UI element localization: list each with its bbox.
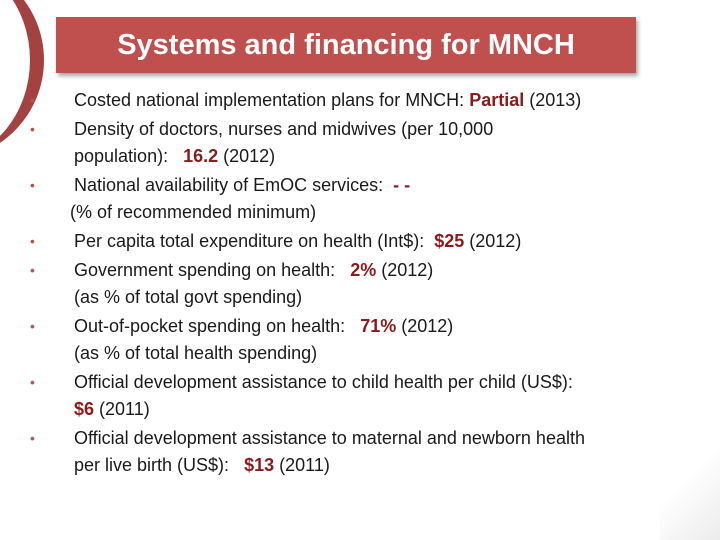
item-subtext: (as % of total health spending) [74, 343, 318, 363]
highlight-value: $13 [244, 455, 275, 475]
list-item-health-workforce-density: • Density of doctors, nurses and midwives (per 10,000 population): 16.2 (2012) [30, 116, 690, 170]
highlight-value: 71% [360, 316, 397, 336]
list-item-emoc-availability: • National availability of EmOC services: - - (% of recommended minimum) [30, 172, 690, 226]
list-item-out-of-pocket-spending: • Out-of-pocket spending on health: 71% (2012) (as % of total health spending) [30, 313, 690, 367]
title-banner [56, 17, 636, 73]
bullet-icon: • [30, 177, 35, 193]
bullet-icon: • [30, 262, 35, 278]
list-item-costed-plans: • Costed national implementation plans for MNCH: Partial (2013) [30, 87, 690, 114]
list-item-per-capita-expenditure: • Per capita total expenditure on health (Int$): $25 (2012) [30, 228, 690, 255]
decorative-page-shadow [660, 440, 720, 540]
bullet-icon: • [30, 121, 35, 137]
highlight-value: Partial [469, 90, 525, 110]
list-item-oda-maternal-newborn-health: • Official development assistance to maternal and newborn health per live birth (US$): $13 (2011) [30, 425, 690, 479]
indicator-list [30, 87, 690, 481]
bullet-icon: • [30, 430, 35, 446]
bullet-icon: • [30, 318, 35, 334]
highlight-value: $25 [434, 231, 465, 251]
highlight-value: 2% [350, 260, 377, 280]
page-title: Systems and financing for MNCH [117, 28, 575, 61]
highlight-value: $6 [74, 399, 95, 419]
list-item-government-spending: • Government spending on health: 2% (2012) (as % of total govt spending) [30, 257, 690, 311]
bullet-icon: • [30, 92, 35, 108]
list-item-oda-child-health: • Official development assistance to child health per child (US$): $6 (2011) [30, 369, 690, 423]
highlight-value: 16.2 [183, 146, 219, 166]
highlight-value: - - [393, 175, 411, 195]
item-subtext: (as % of total govt spending) [74, 287, 303, 307]
bullet-icon: • [30, 233, 35, 249]
item-subtext: (% of recommended minimum) [70, 202, 317, 222]
bullet-icon: • [30, 374, 35, 390]
